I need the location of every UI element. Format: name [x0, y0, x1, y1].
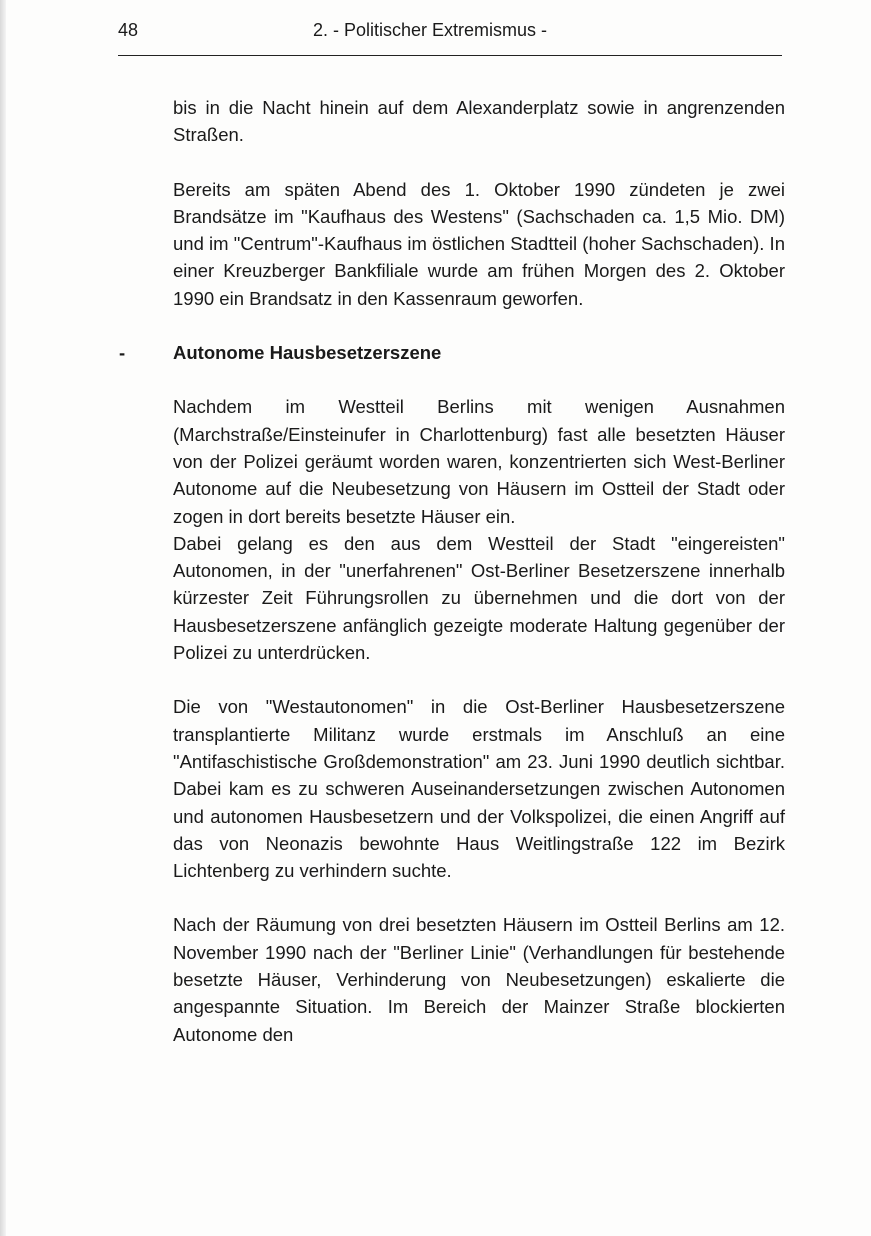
- section-bullet: -: [119, 342, 126, 364]
- section-heading-row: [119, 339, 785, 366]
- paragraph-gap: [173, 884, 785, 911]
- page-header: [118, 20, 782, 44]
- page-number: 48: [118, 20, 139, 40]
- paragraph-gap: [173, 149, 785, 176]
- body-text: [119, 94, 785, 1048]
- scan-edge-shadow: [0, 0, 6, 1236]
- paragraph-gap: [173, 666, 785, 693]
- paragraph-3: Nachdem im Westteil Berlins mit wenigen Ausnahmen (Marchstraße/Einsteinufer in Charlottenburg) fast alle besetzten Häuser von der Polizei geräumt worden waren, konzentrierten sich West-Berliner Autonome auf die Neubesetzung von Häusern im Ostteil der Stadt oder zogen in dort bereits besetzte Häuser ein.: [173, 396, 785, 527]
- paragraph-5: Die von "Westautonomen" in die Ost-Berliner Hausbesetzerszene transplantierte Militanz wurde erstmals im Anschluß an eine "Antifaschistische Großdemonstration" am 23. Juni 1990 deutlich sichtbar. Dabei kam es zu schweren Auseinandersetzungen zwischen Autonomen und autonomen Hausbesetzern und der Volkspolizei, die einen Angriff auf das von Neonazis bewohnte Haus Weitlingstraße 122 im Bezirk Lichtenberg zu verhindern suchte.: [173, 696, 785, 882]
- paragraph-gap: [173, 312, 785, 339]
- paragraph-2: Bereits am späten Abend des 1. Oktober 1990 zündeten je zwei Brandsätze im "Kaufhaus des Westens" (Sachschaden ca. 1,5 Mio. DM) und im "Centrum"-Kaufhaus im östlichen Stadtteil (hoher Sachschaden). In einer Kreuzberger Bankfiliale wurde am frühen Morgen des 2. Oktober 1990 ein Brandsatz in den Kassenraum geworfen.: [173, 178, 785, 309]
- section-heading: Autonome Hausbesetzerszene: [173, 342, 442, 364]
- header-rule: [118, 55, 782, 56]
- paragraph-1: bis in die Nacht hinein auf dem Alexanderplatz sowie in angrenzenden Straßen.: [173, 97, 785, 146]
- paragraph-6: Nach der Räumung von drei besetzten Häusern im Ostteil Berlins am 12. November 1990 nach der "Berliner Linie" (Verhandlungen für bestehende besetzte Häuser, Verhinderung von Neubesetzungen) eskalierte die angespannte Situation. Im Bereich der Mainzer Straße blockierten Autonome den: [173, 914, 785, 1045]
- paragraph-gap: [173, 366, 785, 393]
- paragraph-4: Dabei gelang es den aus dem Westteil der Stadt "eingereisten" Autonomen, in der "unerfahrenen" Ost-Berliner Besetzerszene innerhalb kürzester Zeit Führungsrollen zu übernehmen und die dort von der Hausbesetzerszene anfänglich gezeigte moderate Haltung gegenüber der Polizei zu unterdrücken.: [173, 532, 785, 664]
- running-head: 2. - Politischer Extremismus -: [313, 20, 548, 40]
